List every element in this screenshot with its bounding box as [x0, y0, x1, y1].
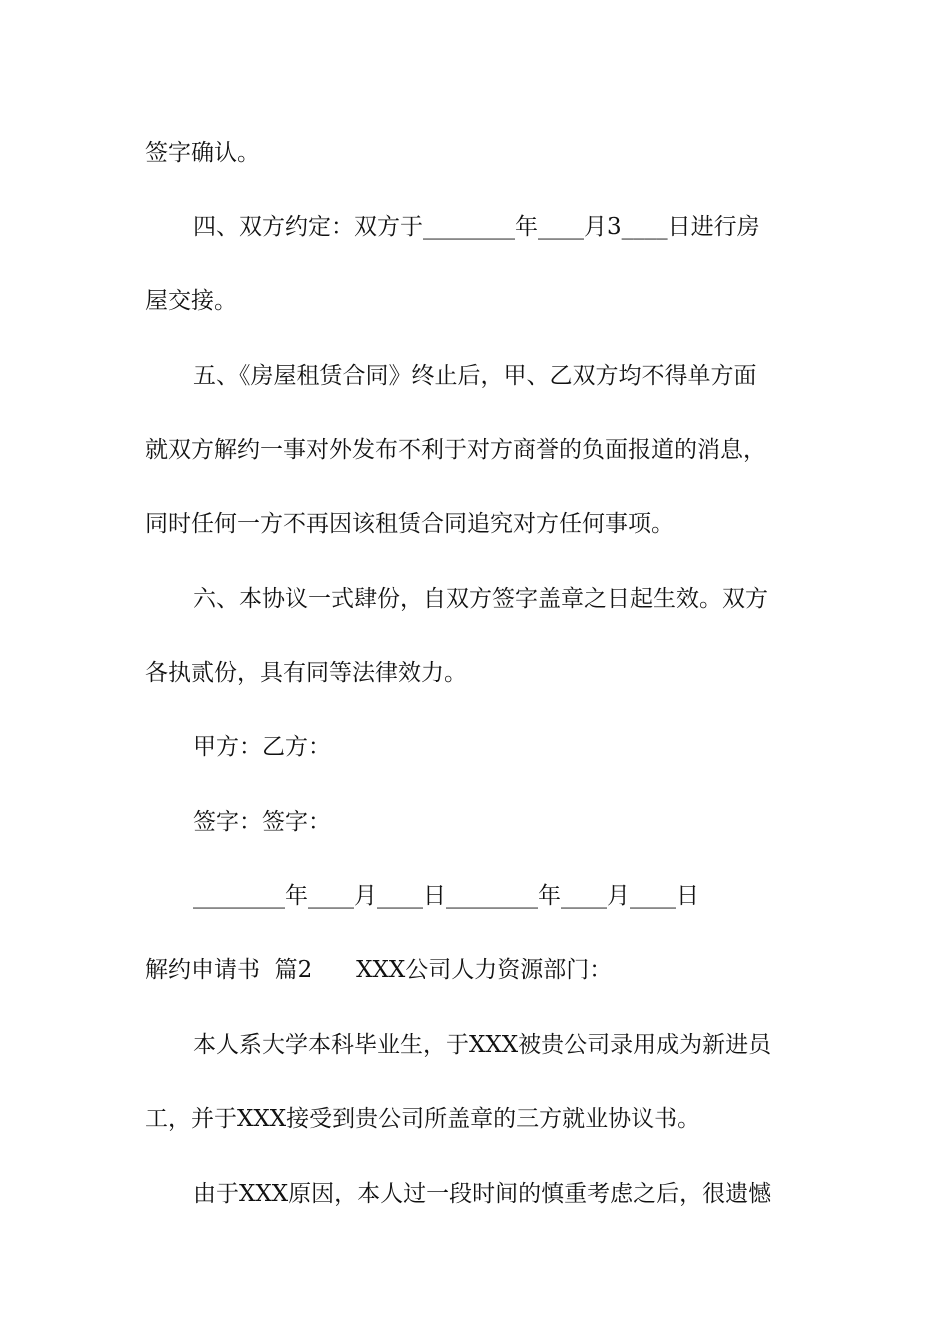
- paragraph-line: 屋交接。: [145, 288, 237, 314]
- paragraph-line: 六、本协议一式肆份，自双方签字盖章之日起生效。双方: [193, 586, 768, 612]
- paragraph-line: 五、《房屋租赁合同》终止后，甲、乙双方均不得单方面: [193, 363, 757, 389]
- paragraph-line: 由于XXX原因，本人过一段时间的慎重考虑之后，很遗憾: [193, 1181, 772, 1207]
- paragraph-line: 工，并于XXX接受到贵公司所盖章的三方就业协议书。: [145, 1106, 701, 1132]
- paragraph-line: 就双方解约一事对外发布不利于对方商誉的负面报道的消息，: [145, 437, 766, 463]
- paragraph-line: 各执贰份，具有同等法律效力。: [145, 660, 467, 686]
- paragraph-line: 本人系大学本科毕业生，于XXX被贵公司录用成为新进员: [193, 1032, 772, 1058]
- section-heading: 解约申请书 篇2 XXX公司人力资源部门：: [145, 957, 613, 983]
- date-line: ________年____月____日________年____月____日: [193, 883, 699, 909]
- paragraph-line: 签字确认。: [145, 140, 260, 166]
- party-label-line: 甲方：乙方：: [193, 734, 331, 760]
- paragraph-line: 四、双方约定：双方于________年____月3____日进行房: [193, 214, 760, 240]
- paragraph-line: 同时任何一方不再因该租赁合同追究对方任何事项。: [145, 511, 674, 537]
- signature-label-line: 签字：签字：: [193, 809, 331, 835]
